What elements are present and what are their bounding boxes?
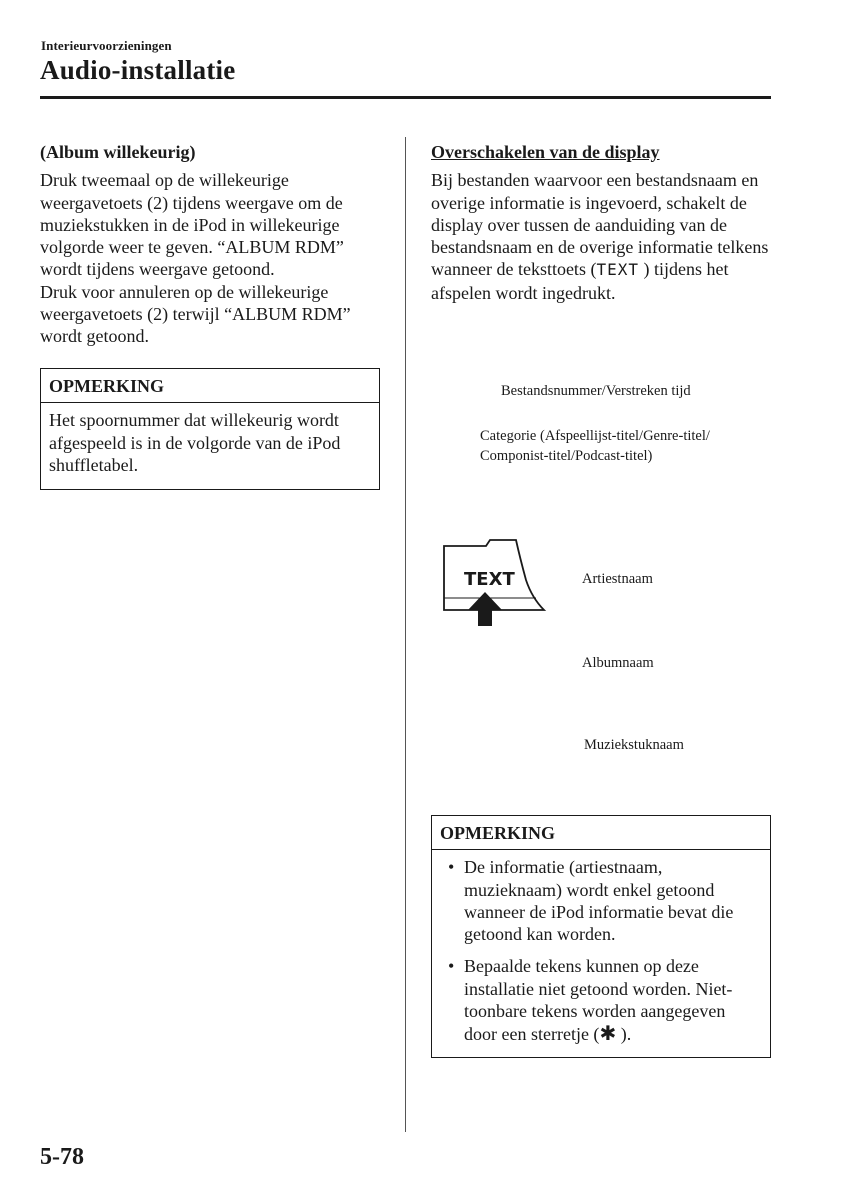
note-title: OPMERKING xyxy=(41,369,379,403)
diagram-label-category-line2: Componist-titel/Podcast-titel) xyxy=(480,448,653,464)
column-divider xyxy=(405,137,406,1132)
section-label: Interieurvoorzieningen xyxy=(41,38,172,53)
display-switch-text-after: ) tijdens het afspelen wordt ingedrukt. xyxy=(431,259,729,303)
left-column xyxy=(40,141,385,348)
text-button-diagram xyxy=(440,538,550,643)
note-body xyxy=(432,850,770,1059)
note-bullet-2 xyxy=(440,955,762,1045)
asterisk-icon: ✱ xyxy=(599,1021,617,1046)
page-title: Audio-installatie xyxy=(40,55,236,85)
diagram-label-category xyxy=(480,426,710,466)
text-button-label: TEXT xyxy=(464,569,515,590)
title-rule xyxy=(40,96,771,99)
album-random-paragraph-2: Druk voor annuleren op de willekeurige weergavetoets (2) terwijl “ALBUM RDM” wordt getoond. xyxy=(40,281,351,347)
display-switch-text-before: Bij bestanden waarvoor een bestandsnaam en overige informatie is ingevoerd, schakelt de display over tussen de aanduiding van de bestandsnaam en de overige informatie telkens wanneer de teksttoets ( xyxy=(431,170,769,280)
bullet-dot-icon: • xyxy=(448,956,455,977)
bullet-dot-icon: • xyxy=(448,857,455,878)
page-number: 5-78 xyxy=(40,1144,84,1170)
display-switch-paragraph xyxy=(431,169,776,304)
diagram-label-category-line1: Categorie (Afspeellijst-titel/Genre-titel/ xyxy=(480,428,710,444)
diagram-label-album: Albumnaam xyxy=(582,655,654,671)
right-column xyxy=(431,141,776,304)
note-box-right xyxy=(431,815,771,1058)
text-button-glyph: TEXT xyxy=(596,260,639,280)
note-text: Het spoornummer dat willekeurig wordt afgespeeld is in de volgorde van de iPod shuffletabel. xyxy=(49,410,341,475)
diagram-label-track: Muziekstuknaam xyxy=(584,737,684,753)
note-bullet-1 xyxy=(440,856,762,945)
album-random-paragraph-1: Druk tweemaal op de willekeurige weergavetoets (2) tijdens weergave om de muziekstukken in de iPod in willekeurige volgorde weer te geven. “ALBUM RDM” wordt tijdens weergave getoond. xyxy=(40,170,344,280)
diagram-label-file-number: Bestandsnummer/Verstreken tijd xyxy=(501,383,691,399)
note-bullet-2-text-before: Bepaalde tekens kunnen op deze installatie niet getoond worden. Niet-toonbare tekens worden aangegeven door een sterretje ( xyxy=(464,956,733,1045)
diagram-label-artist: Artiestnaam xyxy=(582,571,653,587)
note-bullet-2-text-after: ). xyxy=(616,1024,632,1045)
display-switch-heading: Overschakelen van de display xyxy=(431,142,660,162)
text-button-icon xyxy=(440,538,550,638)
note-bullet-1-text: De informatie (artiestnaam, muzieknaam) wordt enkel getoond wanneer de iPod informatie bevat die getoond kan worden. xyxy=(464,857,734,945)
note-title: OPMERKING xyxy=(432,816,770,850)
album-random-heading: (Album willekeurig) xyxy=(40,142,196,162)
note-box-left xyxy=(40,368,380,490)
